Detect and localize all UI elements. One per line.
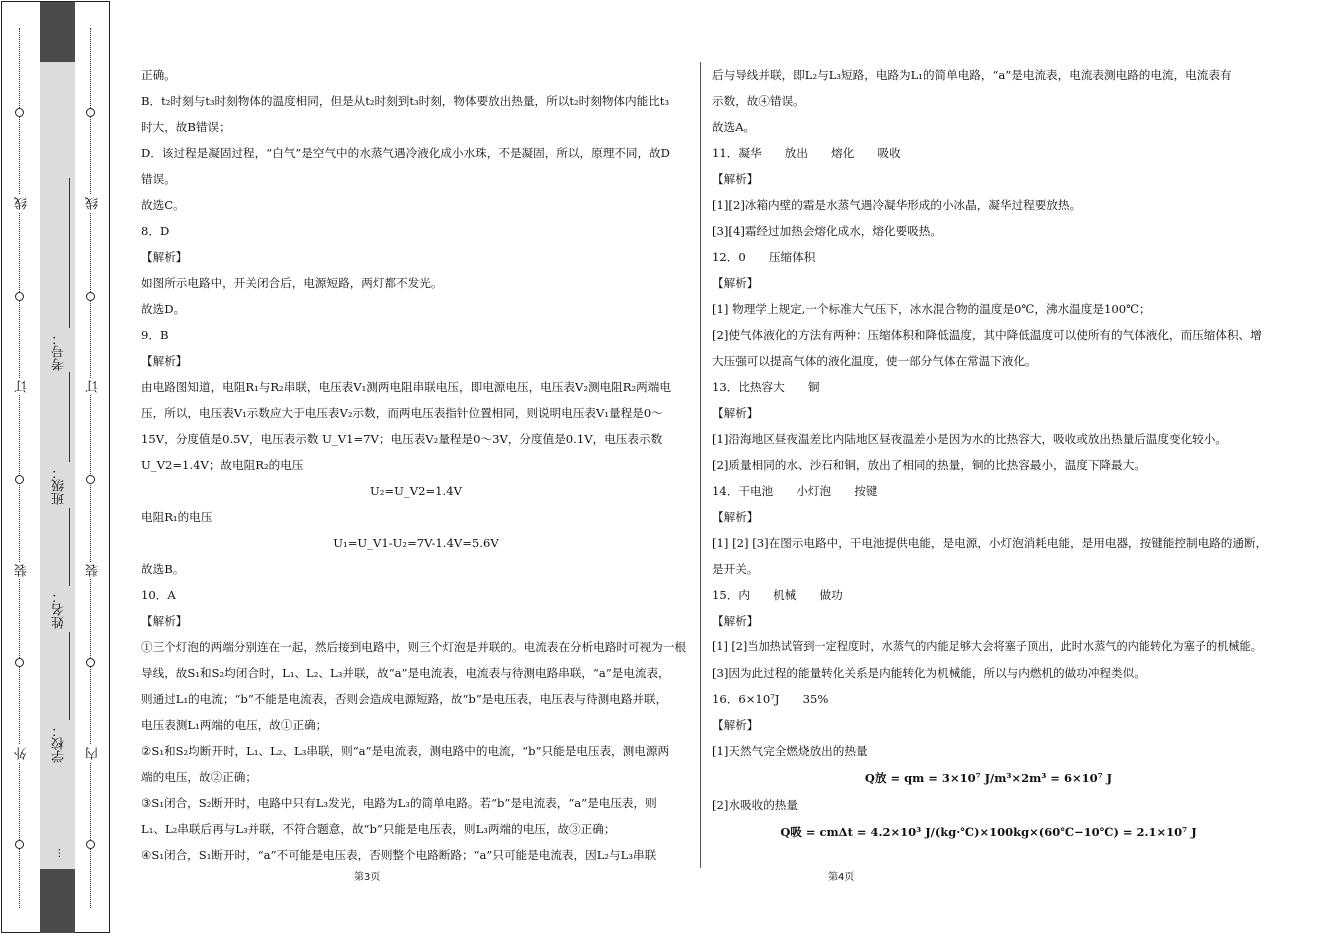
analysis-heading: 【解析】	[712, 406, 759, 420]
text-line: [3]因为此过程的能量转化关系是内能转化为机械能，所以与内燃机的做功冲程类似。	[712, 666, 1146, 680]
question-answer: 16．6×10⁷J 35%	[712, 692, 829, 706]
question-answer: 12．0 压缩体积	[712, 250, 816, 264]
formula-q-absorbed: Q吸 = cmΔt = 4.2×10³ J/(kg·℃)×100kg×(60℃−10℃) = 2.1×10⁷ J	[780, 825, 1197, 839]
page-number-3: 第3页	[354, 872, 381, 883]
binding-hole	[15, 658, 24, 667]
school-line[interactable]	[69, 632, 70, 720]
text-line: ③S₁闭合，S₂断开时，电路中只有L₃发光，电路为L₃的简单电路。若“b”是电流表，“a”是电压表，则	[141, 796, 657, 810]
question-answer: 11．凝华 放出 熔化 吸收	[712, 146, 901, 160]
text-line: [3][4]霜经过加热会熔化成水，熔化要吸热。	[712, 224, 942, 238]
binding-hole	[86, 108, 95, 117]
binding-hole	[15, 108, 24, 117]
question-answer: 15．内 机械 做功	[712, 588, 843, 602]
text-line: 故选B。	[141, 562, 185, 576]
text-line: 则通过L₁的电流；“b”不能是电流表，否则会造成电源短路，故“b”是电压表，电压表与待测电路并联，	[141, 692, 668, 706]
binding-hole	[15, 840, 24, 849]
name-line[interactable]	[69, 508, 70, 586]
page-4-column	[712, 62, 1268, 846]
page-3-column	[141, 62, 691, 868]
exam-number-line[interactable]	[69, 178, 70, 328]
inner-label-xian: 线	[86, 197, 101, 210]
class-line[interactable]	[69, 372, 70, 462]
text-line: [2]使气体液化的方法有两种：压缩体积和降低温度，其中降低温度可以使所有的气体液化，而压缩体积、增	[712, 328, 1262, 342]
binding-hole	[86, 292, 95, 301]
outer-label-xian: 线	[15, 197, 30, 210]
binding-ellipsis: …	[52, 848, 63, 858]
text-line: U_V2=1.4V；故电阻R₂的电压	[141, 458, 304, 472]
text-line: 正确。	[141, 68, 176, 82]
page-number-4: 第4页	[828, 872, 855, 883]
outer-label-zhuang: 装	[15, 564, 30, 577]
text-line: 故选C。	[141, 198, 185, 212]
text-line: 端的电压，故②正确；	[141, 770, 257, 784]
text-line: B．t₂时刻与t₃时刻物体的温度相同，但是从t₂时刻到t₃时刻，物体要放出热量，所以t₂时刻物体内能比t₃	[141, 94, 670, 108]
text-line: 压，所以，电压表V₁示数应大于电压表V₂示数，而两电压表指针位置相同，则说明电压表V₁量程是0～	[141, 406, 663, 420]
text-line: [1]天然气完全燃烧放出的热量	[712, 744, 868, 758]
formula-line: U₂=U_V2=1.4V	[370, 484, 462, 498]
question-answer: 13．比热容大 铜	[712, 380, 820, 394]
outer-label-ding: 订	[15, 380, 30, 393]
text-line: 是开关。	[712, 562, 759, 576]
analysis-heading: 【解析】	[141, 250, 188, 264]
formula-q-released: Q放 = qm = 3×10⁷ J/m³×2m³ = 6×10⁷ J	[864, 771, 1113, 785]
binding-strip	[0, 0, 112, 936]
name-label: 姓名：	[52, 590, 67, 629]
text-line: 如图所示电路中，开关闭合后，电源短路，两灯都不发光。	[141, 276, 443, 290]
analysis-heading: 【解析】	[141, 354, 188, 368]
analysis-heading: 【解析】	[141, 614, 188, 628]
analysis-heading: 【解析】	[712, 172, 759, 186]
text-line: 时大，故B错误；	[141, 120, 231, 134]
question-answer: 10．A	[141, 588, 176, 602]
text-line: ④S₁闭合，S₁断开时，“a”不可能是电压表，否则整个电路断路；“a”只可能是电流表，因L₂与L₃串联	[141, 848, 657, 862]
question-answer: 8．D	[141, 224, 170, 238]
text-line: 大压强可以提高气体的液化温度，使一部分气体在常温下液化。	[712, 354, 1037, 368]
text-line: 导线，故S₁和S₂均闭合时，L₁、L₂、L₃并联，故“a”是电流表，电流表与待测电路串联，“a”是电流表，	[141, 666, 670, 680]
binding-hole	[15, 475, 24, 484]
question-answer: 9．B	[141, 328, 169, 342]
text-line: ①三个灯泡的两端分别连在一起，然后接到电路中，则三个灯泡是并联的。电流表在分析电路时可视为一根	[141, 640, 686, 654]
inner-label-ding: 订	[86, 380, 101, 393]
text-line: 错误。	[141, 172, 176, 186]
text-line: 故选D。	[141, 302, 186, 316]
binding-top-bar	[40, 2, 75, 62]
text-line: L₁、L₂串联后再与L₃并联，不符合题意，故“b”只能是电压表，则L₃两端的电压，故③正确；	[141, 822, 616, 836]
text-line: [1]沿海地区昼夜温差比内陆地区昼夜温差小是因为水的比热容大，吸收或放出热量后温度变化较小。	[712, 432, 1227, 446]
question-answer: 14．干电池 小灯泡 按键	[712, 484, 878, 498]
formula-line: U₁=U_V1-U₂=7V-1.4V=5.6V	[333, 536, 499, 550]
binding-hole	[15, 292, 24, 301]
text-line: 由电路图知道，电阻R₁与R₂串联，电压表V₁测两电阻串联电压，即电源电压，电压表V₂测电阻R₂两端电	[141, 380, 671, 394]
text-line: [1] [2]当加热试管到一定程度时，水蒸气的内能足够大会将塞子顶出，此时水蒸气的内能转化为塞子的机械能。	[712, 640, 1262, 653]
text-line: 示数，故④错误。	[712, 94, 805, 108]
binding-hole	[86, 475, 95, 484]
inner-label-zhuang: 装	[86, 564, 101, 577]
text-line: [1] 物理学上规定,一个标准大气压下，冰水混合物的温度是0℃，沸水温度是100℃；	[712, 302, 1151, 316]
text-line: [1][2]冰箱内壁的霜是水蒸气遇冷凝华形成的小冰晶，凝华过程要放热。	[712, 198, 1082, 212]
text-line: D．该过程是凝固过程，“白气”是空气中的水蒸气遇冷液化成小水珠，不是凝固，所以，原理不同，故D	[141, 146, 670, 160]
analysis-heading: 【解析】	[712, 510, 759, 524]
outer-label-wai: 外	[15, 747, 30, 760]
school-label: 学校：	[52, 724, 67, 763]
outer-dotted-line	[19, 28, 20, 908]
analysis-heading: 【解析】	[712, 276, 759, 290]
text-line: [1] [2] [3]在图示电路中，干电池提供电能，是电源，小灯泡消耗电能，是用电器，按键能控制电路的通断，	[712, 536, 1268, 550]
text-line: ②S₁和S₂均断开时，L₁、L₂、L₃串联，则“a”是电流表，测电路中的电流，“b”只能是电压表，测电源两	[141, 744, 670, 758]
text-line: 后与导线并联，即L₂与L₃短路，电路为L₁的简单电路，“a”是电流表，电流表测电路的电流，电流表有	[712, 68, 1232, 82]
binding-hole	[86, 840, 95, 849]
text-line: 15V，分度值是0.5V，电压表示数 U_V1=7V；电压表V₂量程是0～3V，分度值是0.1V，电压表示数	[141, 432, 663, 446]
analysis-heading: 【解析】	[712, 718, 759, 732]
analysis-heading: 【解析】	[712, 614, 759, 628]
binding-hole	[86, 658, 95, 667]
class-label: 班级：	[52, 466, 67, 505]
text-line: 电阻R₁的电压	[141, 510, 213, 524]
exam-number-label: 考号：	[52, 332, 67, 371]
column-divider	[700, 62, 701, 868]
inner-label-nei: 内	[86, 747, 101, 760]
text-line: [2]质量相同的水、沙石和铜，放出了相同的热量，铜的比热容最小，温度下降最大。	[712, 458, 1146, 472]
inner-dotted-line	[90, 28, 91, 908]
text-line: 电压表测L₁两端的电压，故①正确；	[141, 718, 328, 732]
text-line: [2]水吸收的热量	[712, 798, 798, 812]
binding-bottom-bar	[40, 869, 75, 933]
text-line: 故选A。	[712, 120, 756, 134]
